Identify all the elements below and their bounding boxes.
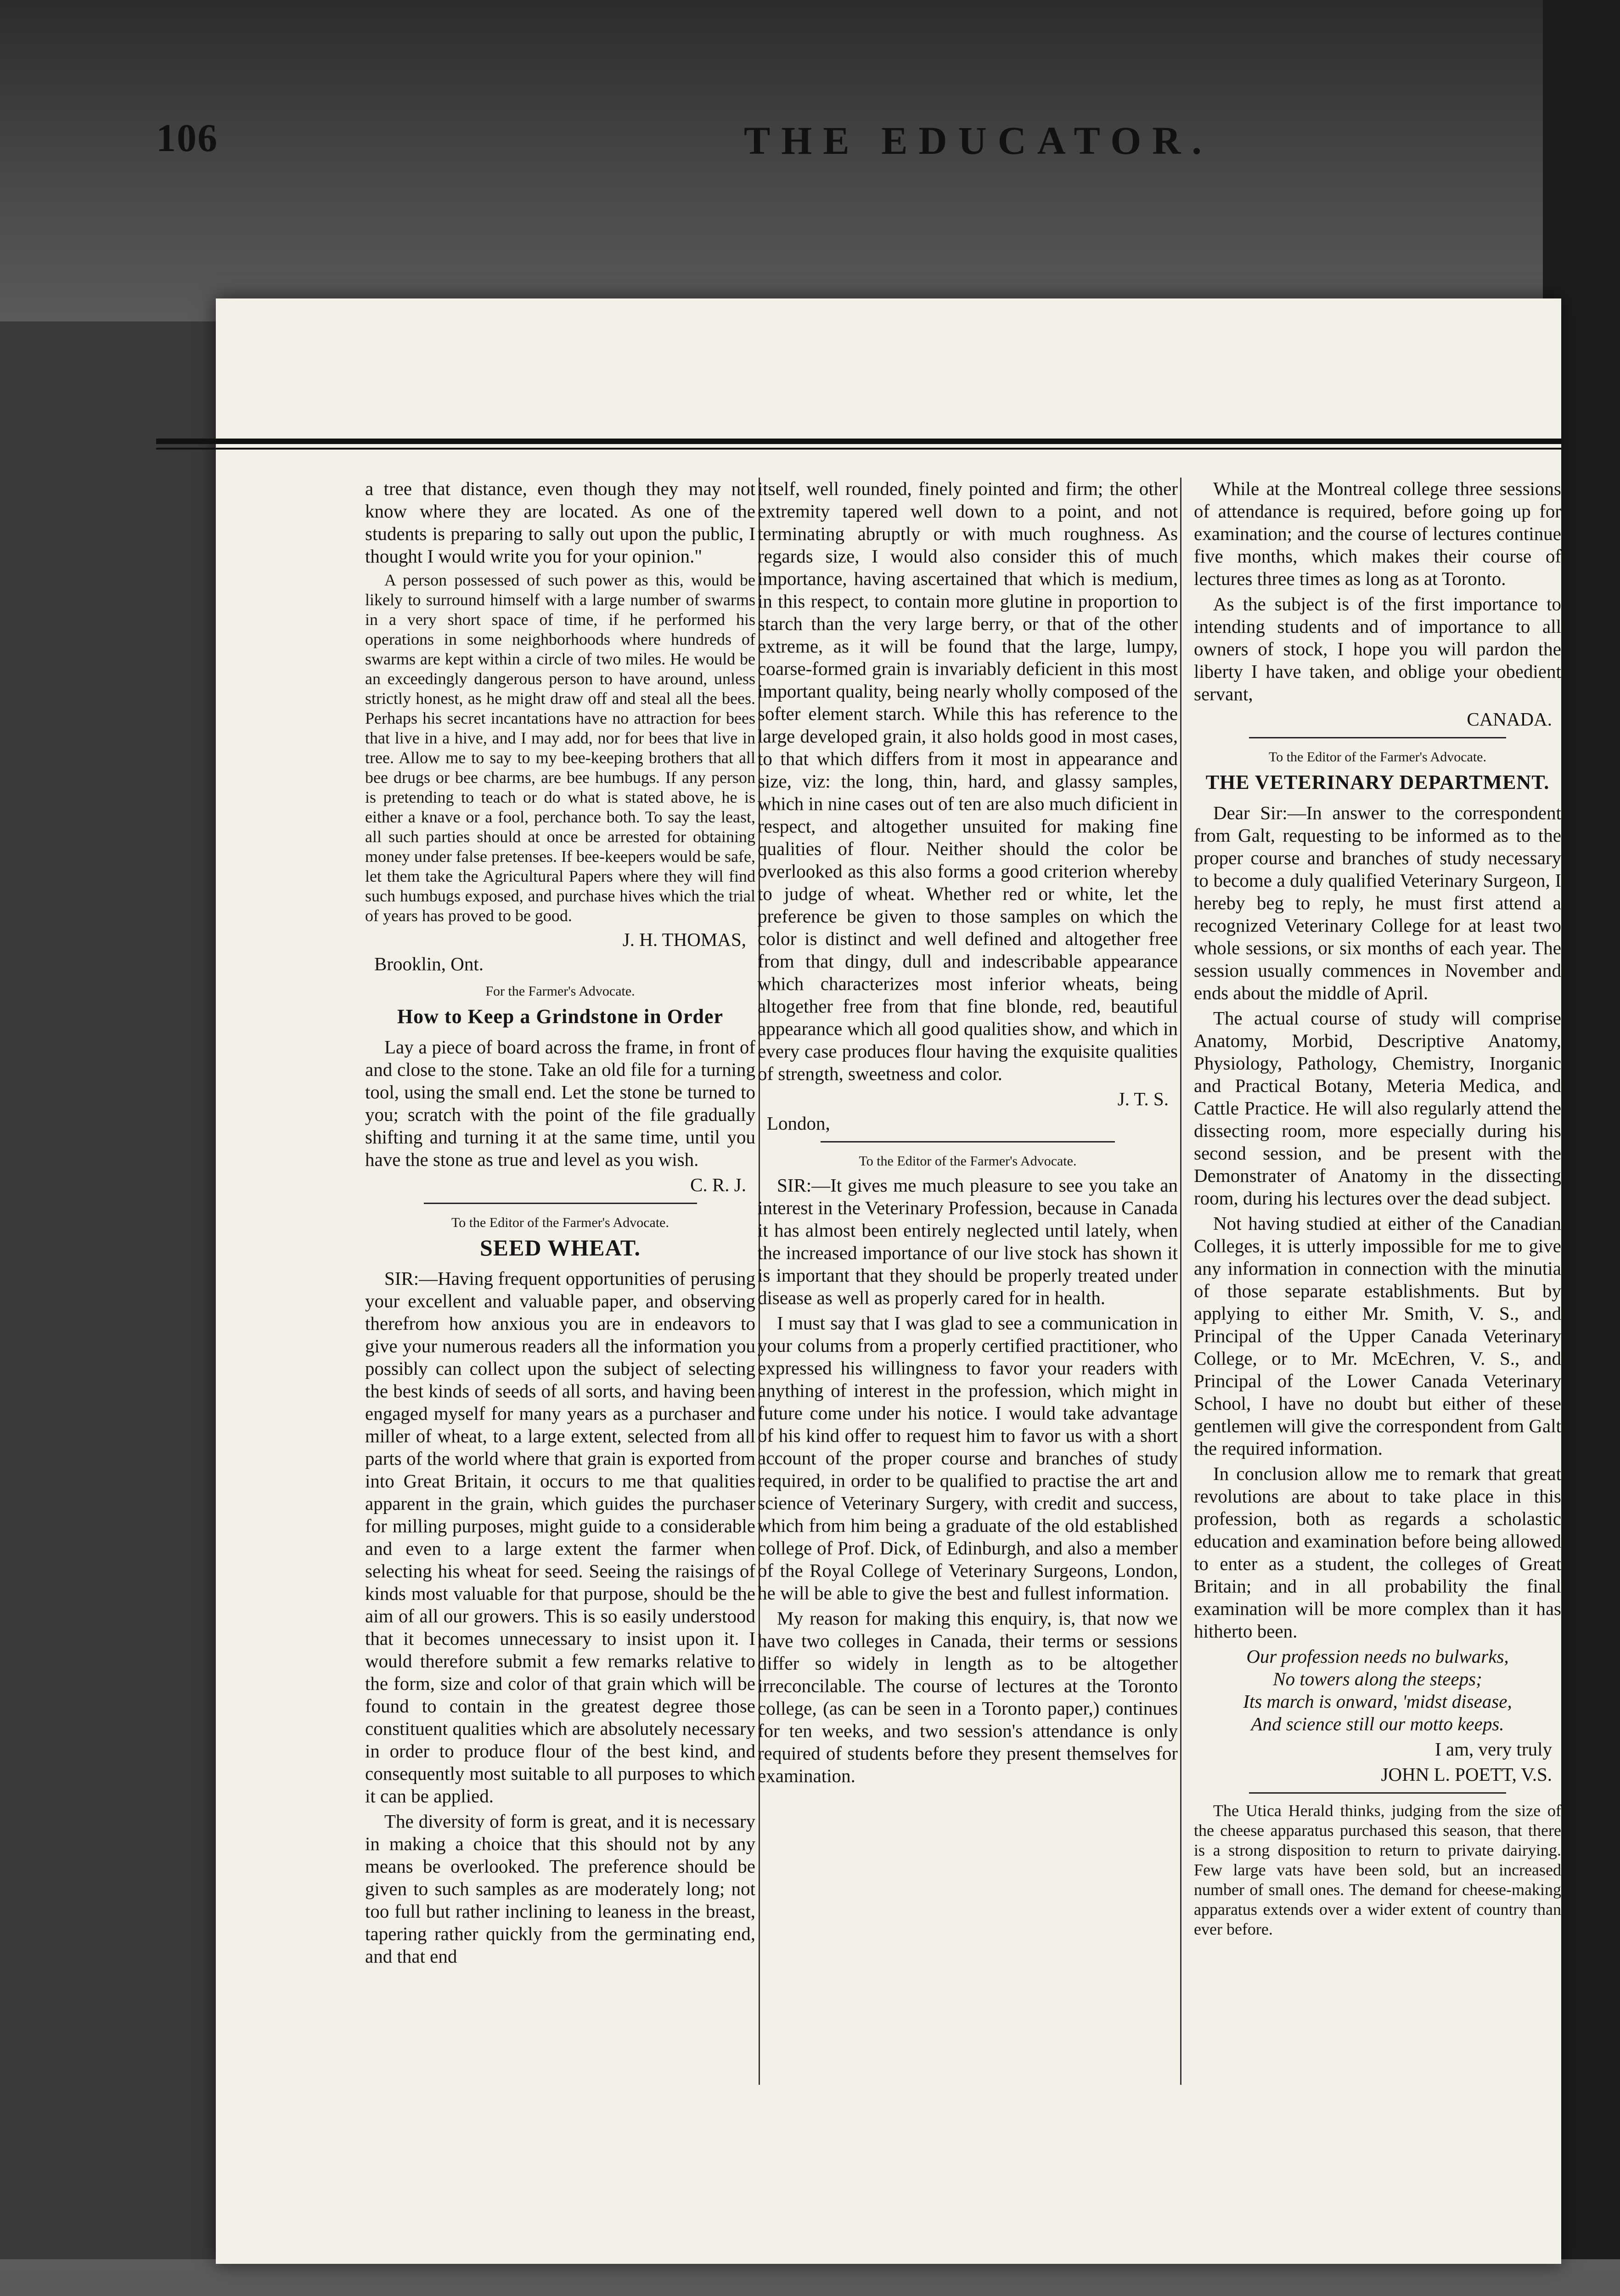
veterinary-letter-signature: CANADA. [1467, 709, 1552, 730]
veterinary-letter-body-1: SIR:—It gives me much pleasure to see you take an interest in the Veterinary Profession, because in Canada it has almost been entirely neglected until lately, when the increased importance of our live stock has shown it is important that they should be properly treated under disease as well as properly cared for in health. [758, 1175, 1178, 1308]
header-rule-thin [156, 448, 1561, 450]
column-divider-2 [1180, 478, 1181, 2085]
utica-herald-note: The Utica Herald thinks, judging from the size of the cheese apparatus purchased this season, that there is a strong disposition to return to private dairying. Few large vats have been sold, but an increased number of small ones. The demand for cheese-making apparatus extends over a wider extent of country than ever before. [1194, 1801, 1561, 1938]
running-title: THE EDUCATOR. [744, 118, 1213, 163]
column-middle [758, 478, 1178, 2094]
bee-article-signature: J. H. THOMAS, [622, 929, 746, 950]
page-number: 106 [156, 116, 218, 160]
grindstone-intro: For the Farmer's Advocate. [485, 984, 635, 999]
seed-wheat-heading: SEED WHEAT. [480, 1235, 641, 1261]
article-separator [1249, 737, 1506, 738]
seed-wheat-body-1: SIR:—Having frequent opportunities of perusing your excellent and valuable paper, and observing therefrom how anxious you are in endeavors to give your numerous readers all the information you possibly can collect upon the subject of selecting the best kinds of seeds of all sorts, and having been engaged myself for many years as a purchaser and miller of wheat, to a large extent, selected from all parts of the world where that grain is exported from into Great Britain, it occurs to me that qualities apparent in the grain, which guides the purchaser for milling purposes, might guide to a considerable and even to a large extent the farmer when selecting his wheat for seed. Seeing the raisings of kinds most valuable for that purpose, should be the aim of all our growers. This is so easily understood that it becomes unnecessary to insist upon it. I would therefore submit a few remarks relative to the form, size and color of that grain which will be found to contain in the greatest degree those constituent qualities which are absolutely necessary in order to produce flour of the best kind, and consequently most suitable to all purposes to which it can be applied. [365, 1268, 755, 1806]
seed-wheat-continuation: itself, well rounded, finely pointed and firm; the other extremity tapered well down to a point, and not terminating abruptly or with much roughness. As regards size, I would also consider this of much importance, having ascertained that which is medium, in this respect, to contain more glutine in proportion to starch than the very large berry, or that of the other extreme, as it will be found that the large, lumpy, coarse-formed grain is invariably deficient in this most important quality, being nearly wholly composed of the softer element starch. While this has reference to the large developed grain, it also holds good in most cases, to that which differs from it most in appearance and size, viz: the long, thin, hard, and glassy samples, which in nine cases out of ten are also much dificient in respect, and altogether unsuited for making fine qualities of flour. Neither should the color be overlooked as this also forms a good criterion whereby to judge of wheat. Whether red or white, let the preference be given to those samples on which the color is distinct and well defined and altogether free from that dingy, dull and indescribable appearance which characterizes most inferior wheats, being altogether free from that fine blonde, red, beautiful appearance which all good qualities show, and which in every case produces flour having the exquisite qualities of strength, sweetness and color. [758, 478, 1178, 1084]
article-separator [821, 1141, 1115, 1142]
article-separator [424, 1203, 697, 1204]
veterinary-dept-body-3: Not having studied at either of the Canadian Colleges, it is utterly impossible for me to give any information in connection with the minutia of those separate establishments. But by applying to either Mr. Smith, V. S., and Principal of the Upper Canada Veterinary College, or to Mr. McEchren, V. S., and Principal of the Lower Canada Veterinary School, I have no doubt but either of these gentlemen will give the correspondent from Galt the required information. [1194, 1213, 1561, 1459]
verse-line-1: Our profession needs no bulwarks, [1246, 1646, 1509, 1667]
bee-article-body: A person possessed of such power as this, would be likely to surround himself with a large number of swarms in a very short space of time, if he performed his operations in some neighborhoods where hundreds of swarms are kept within a circle of two miles. He would be an exceedingly dangerous person to have around, unless strictly honest, as he might draw off and steal all the bees. Perhaps his secret incantations have no attraction for bees that live in a hive, and I may add, nor for bees that live in tree. Allow me to say to my bee-keeping brothers that all bee drugs or bee charms, are bee humbugs. If any person is pretending to teach or do what is stated above, he is either a knave or a fool, perchance both. To say the least, all such parties should at once be arrested for obtaining money under false pretenses. If bee-keepers would be safe, let them take the Agricultural Papers where they will find such humbugs exposed, and purchase hives which the trial of years has proved to be good. [365, 571, 755, 925]
seed-wheat-intro: To the Editor of the Farmer's Advocate. [451, 1215, 669, 1230]
veterinary-dept-intro: To the Editor of the Farmer's Advocate. [1268, 749, 1486, 765]
seed-wheat-signature: J. T. S. [1117, 1088, 1169, 1109]
veterinary-letter-intro: To the Editor of the Farmer's Advocate. [859, 1154, 1077, 1169]
column-right [1194, 478, 1561, 2094]
veterinary-dept-body-1: Dear Sir:—In answer to the correspondent from Galt, requesting to be informed as to the proper course and branches of study necessary to become a duly qualified Veterinary Surgeon, I hereby beg to reply, he must first attend a recognized Veterinary College for at least two whole sessions, or six months of each year. The session usually commences in November and ends about the middle of April. [1194, 802, 1561, 1003]
veterinary-letter-body-3: My reason for making this enquiry, is, that now we have two colleges in Canada, their terms or sessions differ so widely in length as to be altogether irreconcilable. The course of lectures at the Toronto college, (as can be seen in a Toronto paper,) continues for ten weeks, and two session's attendance is only required of students before they present themselves for examination. [758, 1608, 1178, 1786]
veterinary-letter-closing: As the subject is of the first importance to intending students and of importance to all owners of stock, I hope you will pardon the liberty I have taken, and oblige your obedient servant, [1194, 593, 1561, 704]
verse-line-3: Its march is onward, 'midst disease, [1243, 1691, 1512, 1712]
veterinary-letter-body-2: I must say that I was glad to see a communication in your colums from a properly certified practitioner, who expressed his willingness to favor your readers with anything of interest in the profession, which might in future come under his notice. I would take advantage of his kind offer to request him to favor us with a short account of the proper course and branches of study required, in order to be qualified to practise the art and science of Veterinary Surgery, with credit and success, which from him being a graduate of the old established college of Prof. Dick, of Edinburgh, and also a member of the Royal College of Veterinary Surgeons, London, he will be able to give the best and fullest information. [758, 1312, 1178, 1604]
grindstone-body: Lay a piece of board across the frame, in front of and close to the stone. Take an old file for a turning tool, using the small end. Let the stone be turned to you; scratch with the point of the file gradually shifting and turning it at the same time, until you have the stone as true and level as you wish. [365, 1036, 755, 1170]
seed-wheat-place: London, [767, 1113, 830, 1134]
veterinary-dept-body-2: The actual course of study will comprise Anatomy, Morbid, Descriptive Anatomy, Physiology, Pathology, Chemistry, Inorganic and Practical Botany, Meteria Medica, and Cattle Practice. He will also regularly attend the dissecting room, more especially during his second session, and be present with the Demonstrater of Anatomy in the dissecting room, during his lectures over the dead subject. [1194, 1007, 1561, 1209]
veterinary-dept-body-4: In conclusion allow me to remark that great revolutions are about to take place in this profession, both as regards a scholastic education and examination before being allowed to enter as a student, the colleges of Great Britain; and in all probability the final examination will be more complex than it has hitherto been. [1194, 1463, 1561, 1642]
column-left [365, 478, 755, 2094]
bee-article-continuation: a tree that distance, even though they may not know where they are located. As one of the students is preparing to sally out upon the public, I thought I would write you for your opinion." [365, 478, 755, 567]
header-rule-thick [156, 439, 1561, 444]
grindstone-signature: C. R. J. [690, 1174, 746, 1195]
page-header [156, 115, 1561, 161]
verse-line-2: No towers along the steeps; [1273, 1668, 1482, 1689]
bee-article-place: Brooklin, Ont. [374, 953, 484, 974]
scan-background-bottom [0, 2259, 1620, 2296]
verse-line-4: And science still our motto keeps. [1251, 1713, 1504, 1734]
grindstone-heading: How to Keep a Grindstone in Order [397, 1005, 724, 1028]
seed-wheat-body-2: The diversity of form is great, and it is necessary in making a choice that this should not by any means be overlooked. The preference should be given to such samples as are moderately long; not too full but rather inclining to leaness in the breast, tapering rather quickly from the germinating end, and that end [365, 1811, 755, 1967]
veterinary-dept-signature: JOHN L. POETT, V.S. [1381, 1764, 1552, 1785]
veterinary-letter-continuation: While at the Montreal college three sessions of attendance is required, before going up for examination; and the course of lectures continue five months, which makes their course of lectures three times as long as at Toronto. [1194, 478, 1561, 589]
veterinary-dept-closing: I am, very truly [1434, 1739, 1552, 1760]
article-separator [1249, 1792, 1506, 1794]
veterinary-dept-heading: THE VETERINARY DEPARTMENT. [1205, 771, 1550, 793]
